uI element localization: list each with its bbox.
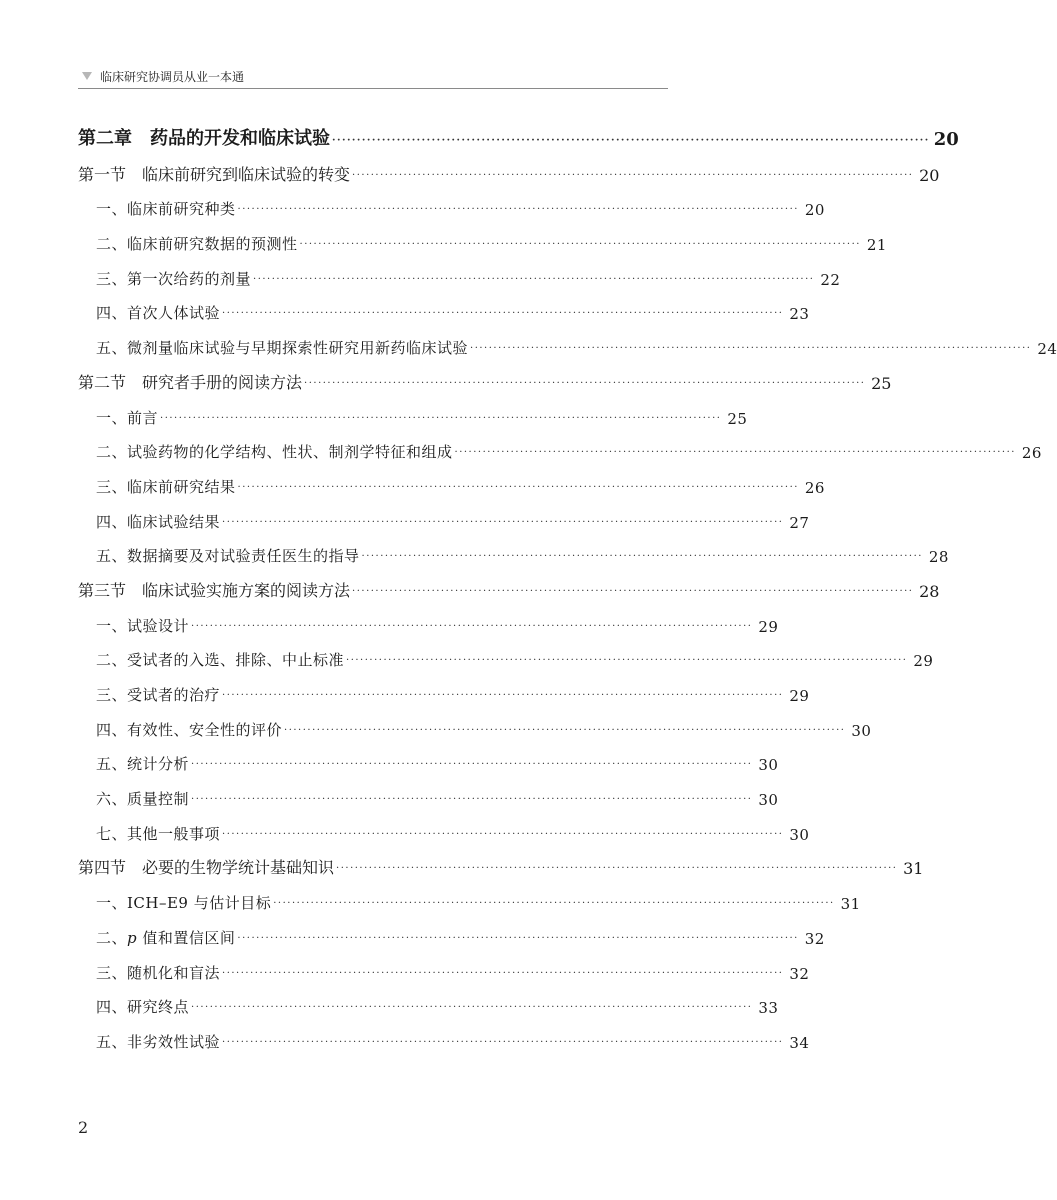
item-page: 30 [851, 721, 872, 740]
section-title: 必要的生物学统计基础知识 [142, 858, 335, 878]
toc-item[interactable] [78, 673, 810, 708]
toc-item[interactable] [78, 500, 810, 535]
dot-leader: ························································································································ [253, 273, 815, 285]
section-title: 临床前研究到临床试验的转变 [142, 164, 351, 184]
item-page: 30 [789, 825, 810, 844]
item-title: 六、质量控制 [96, 790, 190, 809]
toc-item[interactable] [78, 1020, 810, 1055]
dot-leader: ························································································································ [299, 239, 861, 251]
dot-leader: ························································································································ [273, 898, 835, 910]
item-page: 26 [804, 478, 825, 497]
item-page: 25 [727, 409, 748, 428]
toc-section[interactable] [78, 361, 892, 396]
dot-leader: ························································································································ [222, 1036, 784, 1048]
section-number: 第三节 [78, 580, 127, 600]
dot-leader: ························································································································ [191, 794, 753, 806]
dot-leader: ························································································································ [191, 1002, 753, 1014]
dot-leader: ························································································································ [346, 655, 908, 667]
toc-item[interactable] [78, 951, 810, 986]
section-page: 25 [871, 373, 892, 393]
item-title: 五、非劣效性试验 [96, 1032, 221, 1051]
chapter-title: 药品的开发和临床试验 [150, 128, 330, 149]
item-title: 五、统计分析 [96, 755, 190, 774]
item-title: 二、p 值和置信区间 [96, 928, 236, 947]
toc-item[interactable] [78, 604, 779, 639]
section-number: 第二节 [78, 372, 127, 392]
section-title: 临床试验实施方案的阅读方法 [142, 580, 351, 600]
dot-leader: ························································································································ [352, 169, 914, 181]
item-page: 26 [1021, 444, 1042, 463]
item-title: 七、其他一般事项 [96, 824, 221, 843]
triangle-marker-icon [82, 72, 92, 80]
item-page: 24 [1037, 340, 1057, 359]
dot-leader: ························································································································ [454, 447, 1016, 459]
toc-item[interactable] [78, 812, 810, 847]
item-title: 三、临床前研究结果 [96, 477, 236, 496]
toc-item[interactable] [78, 465, 825, 500]
toc-body [78, 153, 1057, 1055]
item-page: 31 [840, 895, 861, 914]
page-number: 2 [78, 1118, 89, 1137]
item-title: 五、微剂量临床试验与早期探索性研究用新药临床试验 [96, 339, 469, 358]
table-of-contents [78, 113, 1057, 1055]
toc-item[interactable] [78, 396, 748, 431]
dot-leader: ························································································································ [336, 863, 898, 875]
dot-leader: ························································································································ [237, 204, 799, 216]
toc-section[interactable] [78, 569, 940, 604]
item-title: 二、试验药物的化学结构、性状、制剂学特征和组成 [96, 443, 453, 462]
section-page: 31 [903, 859, 924, 879]
item-page: 29 [913, 652, 934, 671]
dot-leader: ························································································································ [222, 828, 784, 840]
item-page: 22 [820, 270, 841, 289]
toc-item[interactable] [78, 222, 887, 257]
item-page: 33 [758, 999, 779, 1018]
toc-item[interactable] [78, 326, 1057, 361]
item-page: 23 [789, 305, 810, 324]
dot-leader: ························································································································ [191, 759, 753, 771]
item-title: 一、ICH–E9 与估计目标 [96, 894, 272, 913]
dot-leader: ························································································································ [304, 377, 866, 389]
item-title: 一、前言 [96, 408, 159, 427]
item-page: 20 [804, 201, 825, 220]
item-title: 二、受试者的入选、排除、中止标准 [96, 651, 345, 670]
toc-item[interactable] [78, 708, 872, 743]
toc-item[interactable] [78, 257, 841, 292]
item-title: 三、受试者的治疗 [96, 686, 221, 704]
dot-leader: ························································································································ [470, 343, 1032, 355]
item-title: 五、数据摘要及对试验责任医生的指导 [96, 547, 360, 566]
item-page: 34 [789, 1033, 810, 1052]
section-number: 第四节 [78, 858, 127, 878]
toc-item[interactable] [78, 639, 934, 674]
toc-section[interactable] [78, 153, 940, 188]
toc-item[interactable] [78, 743, 779, 778]
item-page: 27 [789, 513, 810, 532]
dot-leader: ························································································································ [237, 481, 799, 493]
dot-leader: ························································································································ [222, 690, 784, 701]
toc-item[interactable] [78, 916, 825, 951]
item-title: 四、有效性、安全性的评价 [96, 720, 283, 739]
item-page: 21 [866, 236, 887, 255]
toc-section[interactable] [78, 847, 924, 882]
dot-leader: ························································································································ [222, 516, 784, 528]
item-page: 32 [804, 929, 825, 948]
dot-leader: ························································································································ [284, 724, 846, 736]
item-title: 三、随机化和盲法 [96, 963, 221, 982]
dot-leader: ························································································································ [237, 932, 799, 944]
item-page: 30 [758, 791, 779, 810]
section-page: 20 [919, 165, 940, 185]
dot-leader: ························································································································ [222, 967, 784, 979]
toc-item[interactable] [78, 881, 861, 916]
chapter-number: 第二章 [78, 128, 132, 149]
chapter-page: 20 [933, 129, 959, 150]
toc-item[interactable] [78, 777, 779, 812]
item-title: 四、临床试验结果 [96, 512, 221, 531]
item-title: 一、临床前研究种类 [96, 200, 236, 219]
toc-item[interactable] [78, 292, 810, 327]
item-page: 29 [789, 687, 810, 705]
item-title: 四、首次人体试验 [96, 304, 221, 323]
item-page: 28 [928, 548, 949, 567]
item-page: 29 [758, 617, 779, 636]
section-page: 28 [919, 581, 940, 601]
item-page: 32 [789, 964, 810, 983]
dot-leader: ························································································································ [361, 551, 923, 563]
toc-item[interactable] [78, 986, 779, 1021]
toc-chapter[interactable] [78, 113, 959, 153]
running-header [78, 64, 668, 89]
item-title: 二、临床前研究数据的预测性 [96, 235, 298, 254]
toc-item[interactable] [78, 431, 1042, 466]
dot-leader: ························································································································ [352, 585, 914, 597]
section-number: 第一节 [78, 164, 127, 184]
item-page: 30 [758, 756, 779, 775]
item-title: 一、试验设计 [96, 616, 190, 635]
dot-leader: ························································································································ [191, 620, 753, 632]
section-title: 研究者手册的阅读方法 [142, 372, 303, 392]
item-title: 三、第一次给药的剂量 [96, 269, 252, 288]
dot-leader: ························································································································ [222, 308, 784, 320]
dot-leader: ························································································································ [332, 135, 930, 146]
dot-leader: ························································································································ [160, 412, 722, 424]
item-title: 四、研究终点 [96, 998, 190, 1017]
running-title: 临床研究协调员从业一本通 [100, 69, 245, 84]
toc-item[interactable] [78, 188, 825, 223]
toc-item[interactable] [78, 535, 949, 570]
